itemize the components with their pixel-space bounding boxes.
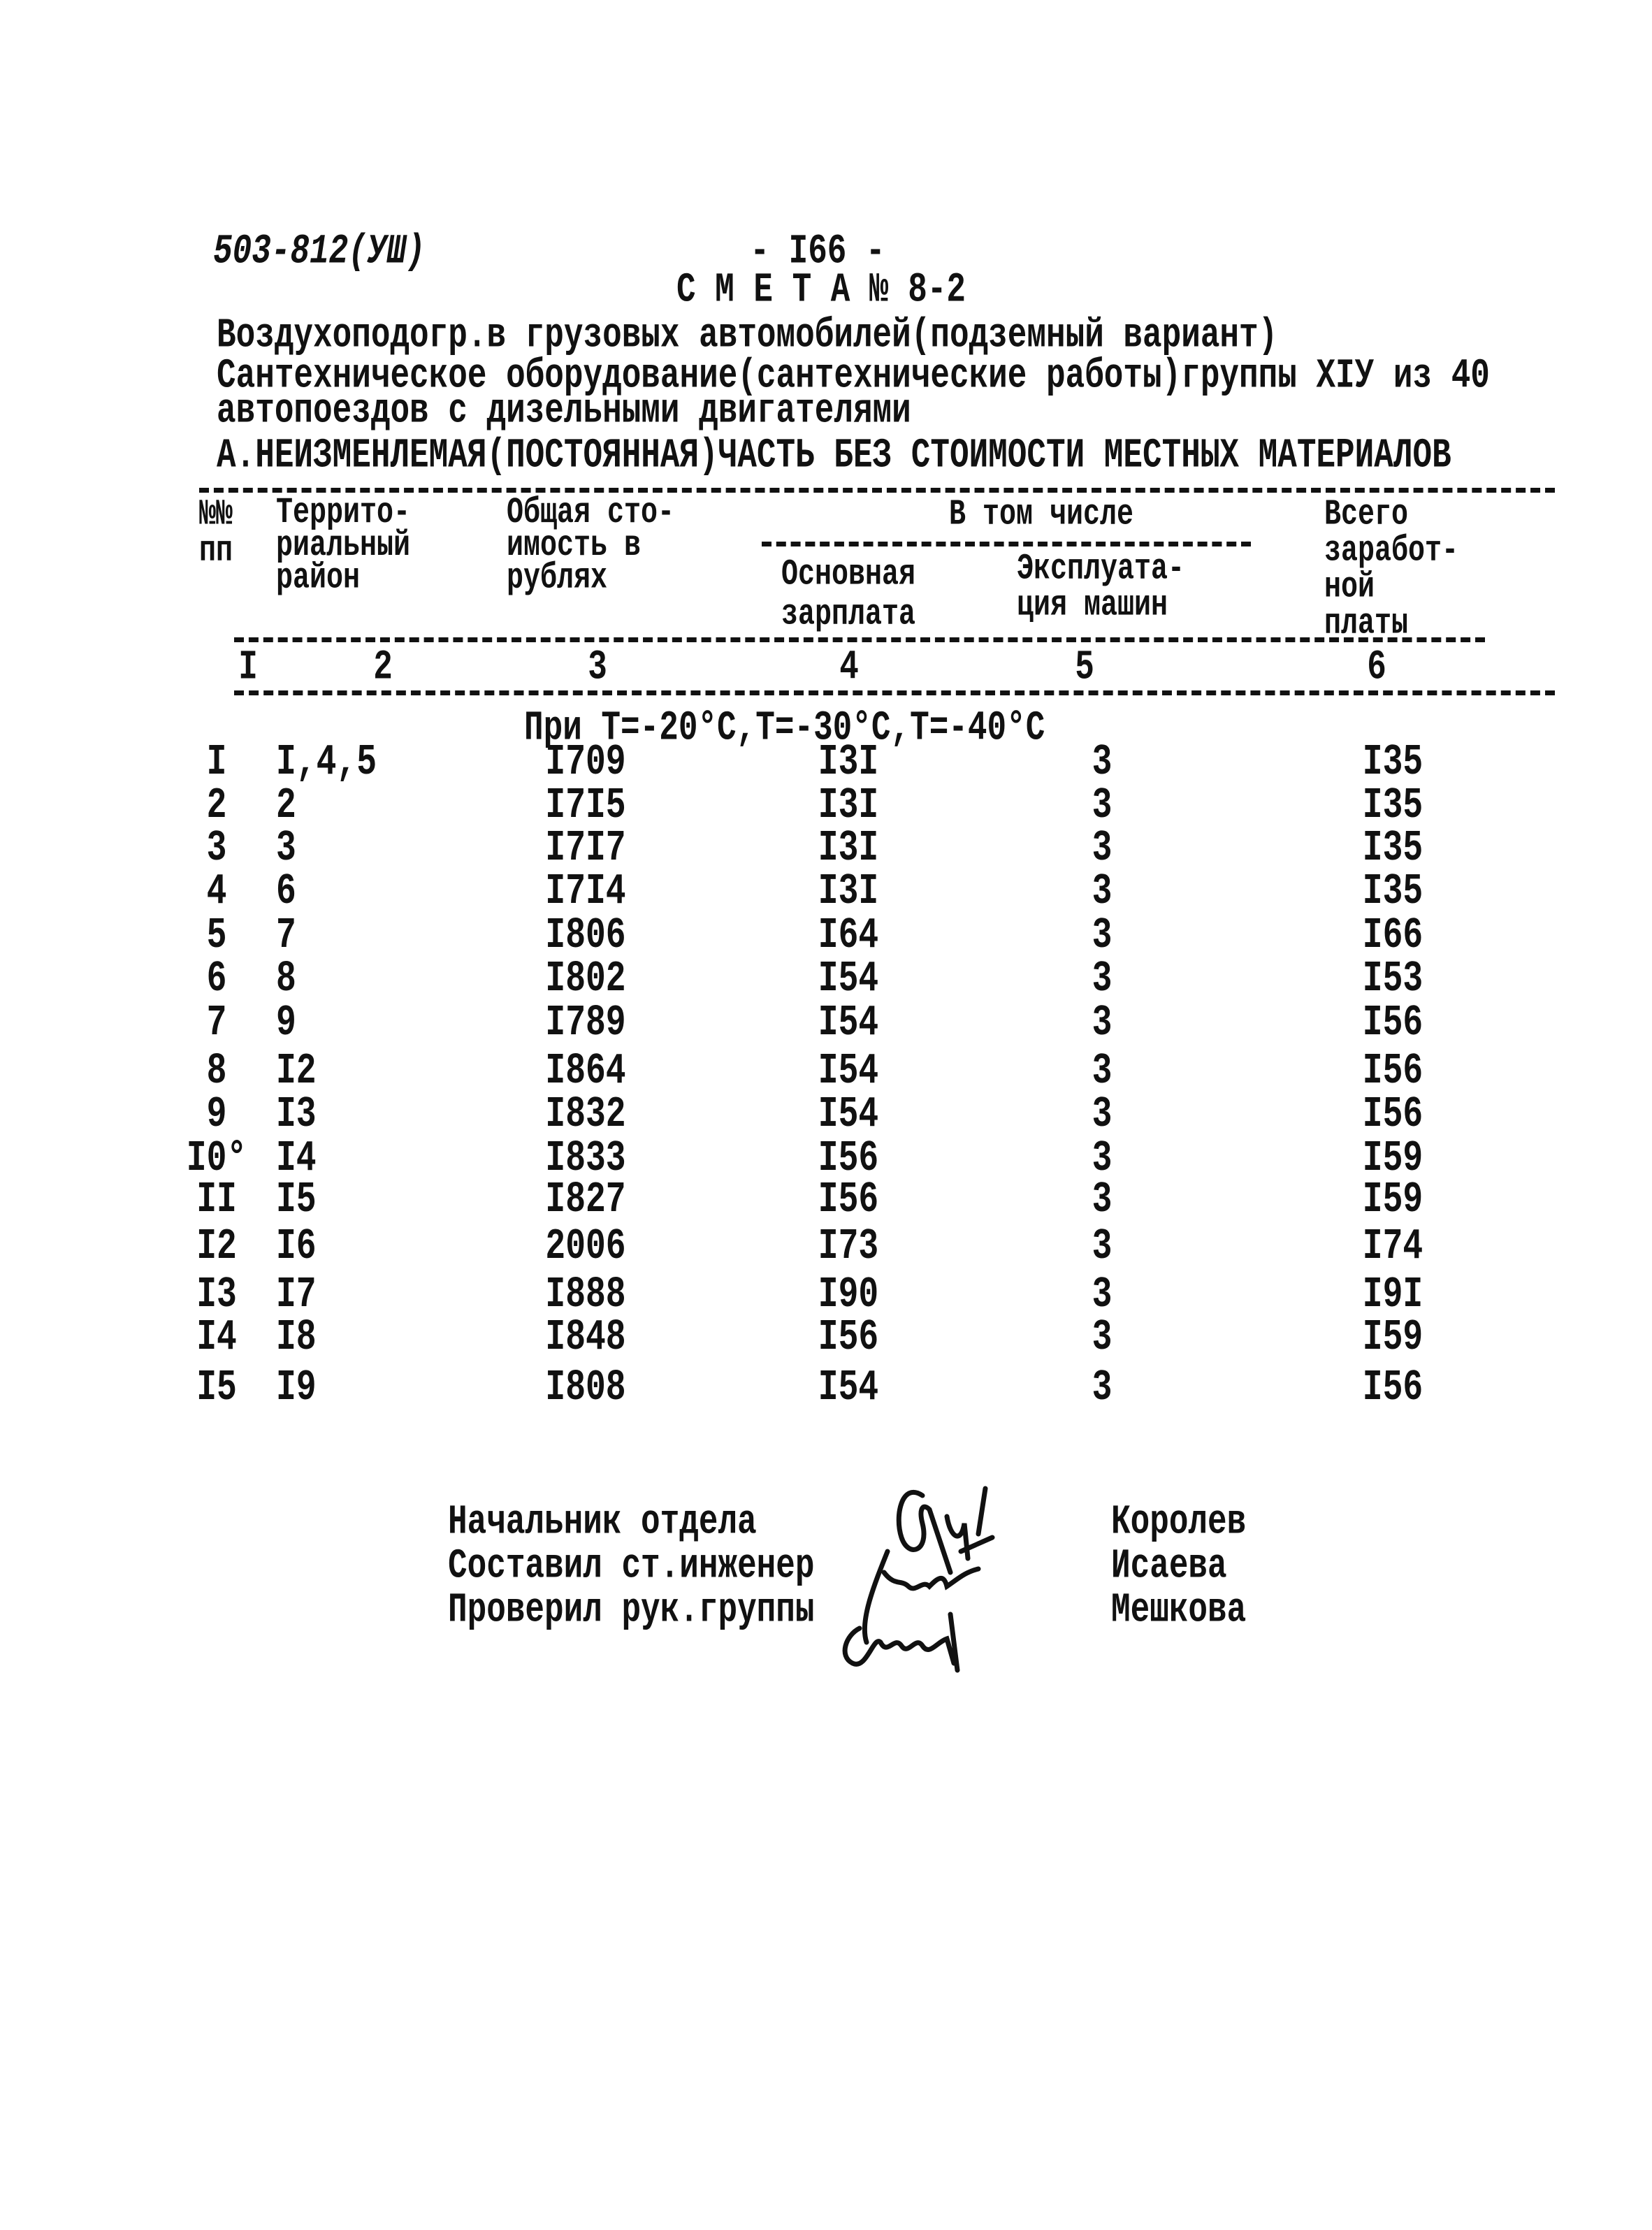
- basic-wage: I73: [818, 1222, 879, 1272]
- signature-role: Проверил рук.группы: [448, 1586, 815, 1634]
- total-wage: I53: [1362, 955, 1423, 1004]
- basic-wage: I54: [818, 1363, 879, 1413]
- row-number: 7: [206, 999, 227, 1048]
- territory-region: 3: [276, 824, 296, 874]
- basic-wage: I3I: [818, 781, 879, 831]
- basic-wage: I3I: [818, 738, 879, 788]
- territory-region: 2: [276, 781, 296, 831]
- total-wage: I35: [1362, 824, 1423, 874]
- territory-region: 9: [276, 999, 296, 1048]
- signature-name: Мешкова: [1111, 1586, 1247, 1634]
- total-cost: I888: [545, 1270, 626, 1320]
- total-wage: I9I: [1362, 1270, 1423, 1320]
- divider: [234, 690, 1555, 695]
- divider: [762, 542, 1251, 546]
- total-wage: I35: [1362, 738, 1423, 788]
- machine-operation: 3: [1092, 781, 1113, 831]
- machine-operation: 3: [1092, 1222, 1113, 1272]
- row-number: 8: [206, 1047, 227, 1096]
- territory-region: I2: [276, 1047, 317, 1096]
- territory-region: I8: [276, 1313, 317, 1363]
- row-number: 6: [206, 955, 227, 1004]
- row-number: 5: [206, 911, 227, 961]
- signature-role: Начальник отдела: [448, 1498, 757, 1546]
- total-wage: I56: [1362, 1363, 1423, 1413]
- divider: [234, 637, 1485, 642]
- total-cost: I806: [545, 911, 626, 961]
- basic-wage: I54: [818, 1090, 879, 1140]
- page-title: С М Е Т А № 8-2: [676, 266, 966, 314]
- total-cost: I802: [545, 955, 626, 1004]
- territory-region: I,4,5: [276, 738, 377, 788]
- header-cost: Общая сто- имость в рублях: [507, 493, 675, 600]
- basic-wage: I56: [818, 1313, 879, 1363]
- column-number: I: [238, 644, 258, 691]
- machine-operation: 3: [1092, 1134, 1113, 1184]
- basic-wage: I54: [818, 955, 879, 1004]
- total-cost: I789: [545, 999, 626, 1048]
- machine-operation: 3: [1092, 1175, 1113, 1225]
- territory-region: 6: [276, 867, 296, 917]
- total-cost: I7I5: [545, 781, 626, 831]
- total-wage: I35: [1362, 867, 1423, 917]
- subtitle-line-1: Воздухоподогр.в грузовых автомобилей(подземный вариант): [217, 312, 1278, 359]
- subtitle-line-3: автопоездов с дизельными двигателями: [217, 387, 911, 435]
- machine-operation: 3: [1092, 955, 1113, 1004]
- total-wage: I66: [1362, 911, 1423, 961]
- row-number: II: [196, 1175, 237, 1225]
- machine-operation: 3: [1092, 1270, 1113, 1320]
- machine-operation: 3: [1092, 738, 1113, 788]
- territory-region: 8: [276, 955, 296, 1004]
- total-cost: I848: [545, 1313, 626, 1363]
- total-wage: I74: [1362, 1222, 1423, 1272]
- total-cost: I808: [545, 1363, 626, 1413]
- row-number: I0°: [186, 1134, 247, 1184]
- basic-wage: I56: [818, 1175, 879, 1225]
- column-number: 6: [1367, 644, 1386, 691]
- basic-wage: I3I: [818, 824, 879, 874]
- machine-operation: 3: [1092, 1313, 1113, 1363]
- basic-wage: I90: [818, 1270, 879, 1320]
- total-cost: I709: [545, 738, 626, 788]
- signature-name: Исаева: [1111, 1542, 1227, 1590]
- page-number: - I66 -: [750, 228, 885, 275]
- territory-region: I5: [276, 1175, 317, 1225]
- total-cost: I864: [545, 1047, 626, 1096]
- header-basic-wage: Основная зарплата: [781, 554, 916, 636]
- machine-operation: 3: [1092, 867, 1113, 917]
- header-territory: Террито- риальный район: [276, 493, 411, 600]
- basic-wage: I54: [818, 999, 879, 1048]
- total-cost: I832: [545, 1090, 626, 1140]
- row-number: 2: [206, 781, 227, 831]
- total-cost: I7I4: [545, 867, 626, 917]
- row-number: 4: [206, 867, 227, 917]
- total-wage: I59: [1362, 1175, 1423, 1225]
- total-wage: I56: [1362, 999, 1423, 1048]
- total-cost: 2006: [545, 1222, 626, 1272]
- column-number: 3: [588, 644, 607, 691]
- basic-wage: I54: [818, 1047, 879, 1096]
- signature-name: Королев: [1111, 1498, 1247, 1546]
- column-number: 4: [839, 644, 859, 691]
- total-cost: I833: [545, 1134, 626, 1184]
- total-wage: I59: [1362, 1313, 1423, 1363]
- machine-operation: 3: [1092, 1090, 1113, 1140]
- row-number: 3: [206, 824, 227, 874]
- basic-wage: I3I: [818, 867, 879, 917]
- section-title: А.НЕИЗМЕНЛЕМАЯ(ПОСТОЯННАЯ)ЧАСТЬ БЕЗ СТОИМОСТИ МЕСТНЫХ МАТЕРИАЛОВ: [217, 432, 1451, 479]
- temperature-condition: При T=-20°C,T=-30°C,T=-40°C: [524, 704, 1045, 752]
- total-wage: I56: [1362, 1090, 1423, 1140]
- header-machine-operation: Эксплуата- ция машин: [1017, 549, 1185, 627]
- machine-operation: 3: [1092, 1363, 1113, 1413]
- total-wage: I35: [1362, 781, 1423, 831]
- basic-wage: I64: [818, 911, 879, 961]
- territory-region: 7: [276, 911, 296, 961]
- signature-role: Составил ст.инженер: [448, 1542, 815, 1590]
- row-number: I3: [196, 1270, 237, 1320]
- row-number: I5: [196, 1363, 237, 1413]
- column-number: 2: [373, 644, 393, 691]
- row-number: 9: [206, 1090, 227, 1140]
- total-cost: I827: [545, 1175, 626, 1225]
- territory-region: I7: [276, 1270, 317, 1320]
- territory-region: I6: [276, 1222, 317, 1272]
- header-total-wage: Всего заработ- ной платы: [1324, 495, 1459, 645]
- total-cost: I7I7: [545, 824, 626, 874]
- territory-region: I4: [276, 1134, 317, 1184]
- total-wage: I59: [1362, 1134, 1423, 1184]
- divider: [199, 488, 1555, 493]
- column-number: 5: [1075, 644, 1094, 691]
- row-number: I4: [196, 1313, 237, 1363]
- row-number: I: [206, 738, 227, 788]
- header-including: В том числе: [948, 495, 1134, 536]
- machine-operation: 3: [1092, 1047, 1113, 1096]
- row-number: I2: [196, 1222, 237, 1272]
- territory-region: I3: [276, 1090, 317, 1140]
- subtitle-line-2: Сантехническое оборудование(сантехнические работы)группы XIУ из 40: [217, 352, 1490, 400]
- doc-code: 503-812(УШ): [213, 228, 426, 275]
- machine-operation: 3: [1092, 911, 1113, 961]
- territory-region: I9: [276, 1363, 317, 1413]
- handwritten-signatures: [818, 1468, 1111, 1677]
- basic-wage: I56: [818, 1134, 879, 1184]
- machine-operation: 3: [1092, 824, 1113, 874]
- header-num: №№ пп: [199, 495, 233, 572]
- machine-operation: 3: [1092, 999, 1113, 1048]
- total-wage: I56: [1362, 1047, 1423, 1096]
